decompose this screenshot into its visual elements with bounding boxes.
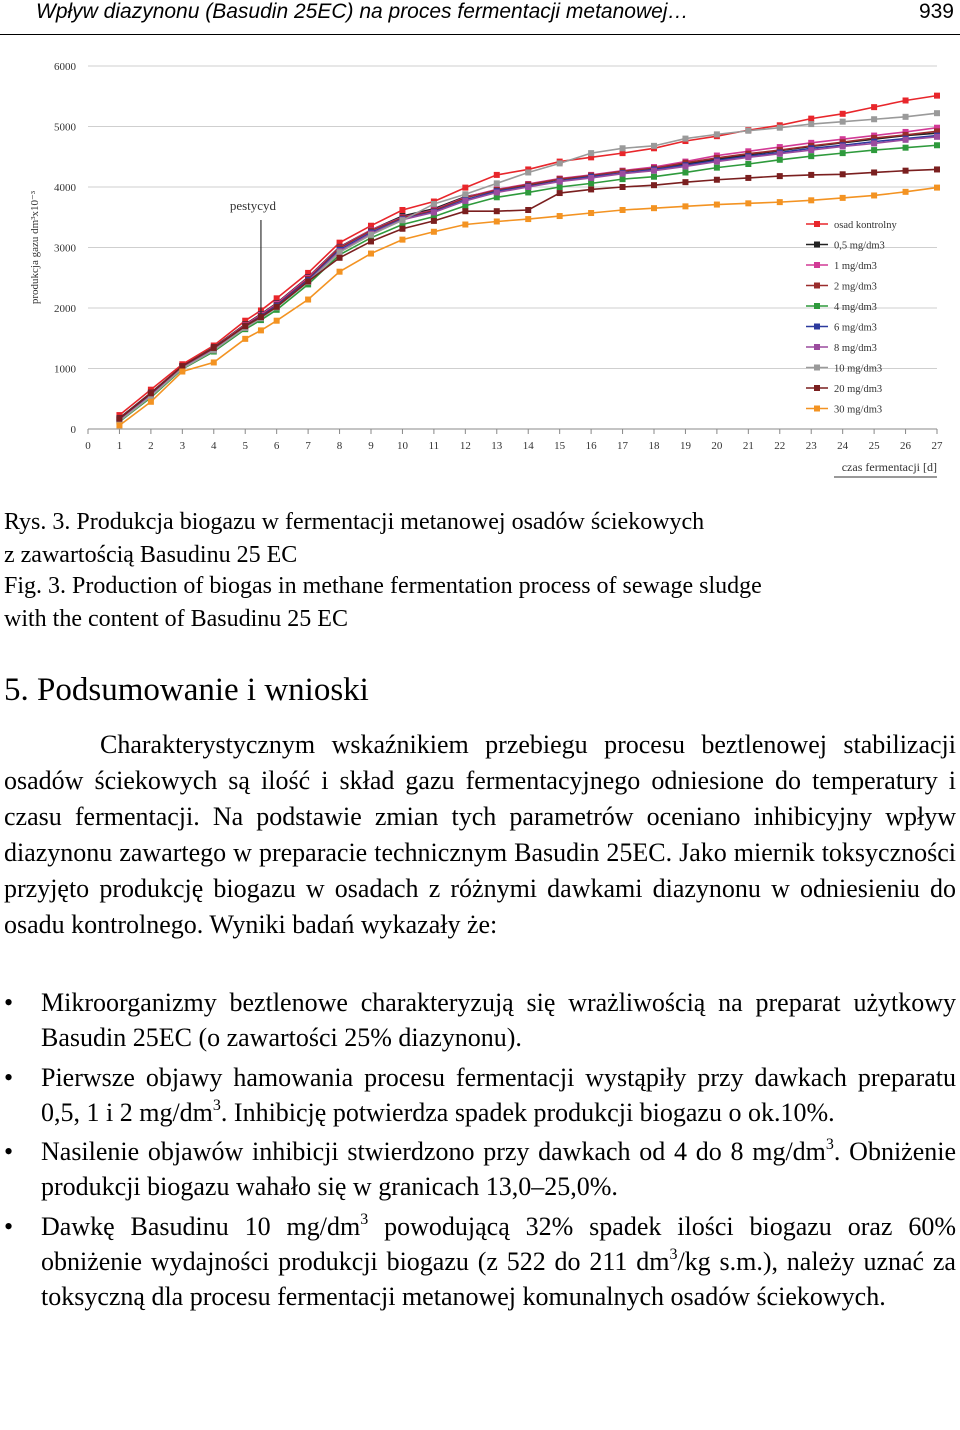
data-point [148,390,154,396]
data-point [714,202,720,208]
data-point [242,336,248,342]
data-point [871,116,877,122]
data-point [620,184,626,190]
conclusion-text: Pierwsze objawy hamowania procesu fermentacji wystąpiły przy dawkach preparatu 0,5, 1 i 2 mg/dm [41,1062,956,1127]
x-axis-title: czas fermentacji [d] [841,460,937,474]
data-point [903,189,909,195]
x-tick-label: 9 [368,440,374,452]
legend-label: 4 mg/dm3 [834,302,877,313]
y-tick-label: 2000 [54,303,76,315]
data-point [620,171,626,177]
data-point [399,237,405,243]
caption-pl-line2: z zawartością Basudinu 25 EC [4,542,298,568]
data-point [557,190,563,196]
series-6-mg-dm3 [116,133,940,423]
data-point [903,114,909,120]
data-point [462,222,468,228]
data-point [588,210,594,216]
page-number: 939 [918,0,954,23]
data-point [903,137,909,143]
data-point [808,116,814,122]
series-8-mg-dm3 [116,134,940,424]
x-tick-label: 15 [554,440,566,452]
conclusion-text: Dawkę Basudinu 10 mg/dm [41,1211,361,1241]
data-point [682,136,688,142]
data-point [431,218,437,224]
data-point [620,207,626,213]
data-point [840,119,846,125]
data-point [494,172,500,178]
data-point [651,174,657,180]
data-point [211,359,217,365]
data-point [682,169,688,175]
y-tick-label: 3000 [54,242,76,255]
running-header [0,0,960,35]
y-tick-label: 4000 [54,182,76,194]
section-title: 5. Podsumowanie i wnioski [4,672,369,708]
data-point [745,128,751,134]
caption-en-line2: with the content of Basudinu 25 EC [4,606,348,632]
data-point [903,145,909,151]
series-line [119,133,937,418]
conclusion-text: powodującą 32% spadek ilości biogazu oraz 60% obniżenie wydajności produkcji biogazu (z 522 do 211 dm [41,1211,956,1277]
data-point [462,191,468,197]
data-point [871,169,877,175]
x-tick-label: 1 [116,440,123,452]
data-point [368,232,374,238]
conclusion-item [4,1134,956,1205]
legend-marker [814,385,820,391]
data-point [808,153,814,159]
legend-marker [814,262,820,268]
x-tick-label: 6 [273,440,280,452]
legend-marker [814,242,820,248]
data-point [258,314,264,320]
bullet-icon: • [4,988,14,1017]
data-point [525,216,531,222]
x-tick-label: 3 [179,440,186,452]
x-tick-label: 16 [585,440,597,452]
data-point [745,161,751,167]
series-line [119,136,937,420]
data-point [399,217,405,223]
x-tick-label: 13 [491,440,503,452]
data-point [808,172,814,178]
x-tick-label: 10 [396,440,408,452]
data-point [368,251,374,257]
data-point [399,207,405,213]
data-point [431,201,437,207]
superscript: 3 [360,1210,369,1228]
data-point [840,195,846,201]
data-point [525,189,531,195]
data-point [840,111,846,117]
legend-label: 30 mg/dm3 [834,404,883,416]
conclusion-text: . Obniżenie produkcji biogazu wahało się w granicach 13,0–25,0%. [41,1137,957,1202]
legend-label: 2 mg/dm3 [834,281,877,293]
data-point [777,173,783,179]
data-point [934,166,940,172]
data-point [557,160,563,166]
legend-marker [814,406,820,412]
y-axis-title: produkcja gazu dm³x10⁻³ [29,190,41,305]
data-point [494,180,500,186]
x-tick-label: 7 [305,440,311,452]
x-tick-label: 20 [711,440,723,452]
intro-text: Charakterystycznym wskaźnikiem przebiegu procesu beztlenowej stabilizacji osadów ściekowych są ilość i skład gazu fermentacyjnego odniesione do temperatury i czasu fermentacji. Na podstawie zmian tych parametrów oceniano inhibicyjny wpływ diazynonu zawartego w preparacie technicznym Basudin 25EC. Jako miernik toksyczności przyjęto produkcję biogazu w osadach z różnymi dawkami diazynonu w odniesieniu do osadu kontrolnego. Wyniki badań wykazały że: [4,730,956,939]
data-point [714,177,720,183]
legend-marker [814,365,820,371]
data-point [274,318,280,324]
data-point [777,125,783,131]
data-point [651,168,657,174]
conclusion-text: . Inhibicję potwierdza spadek produkcji biogazu o ok.10%. [220,1097,835,1127]
legend-label: osad kontrolny [834,220,897,231]
data-point [462,185,468,191]
data-point [557,184,563,190]
data-point [274,304,280,310]
data-point [211,345,217,351]
data-point [745,154,751,160]
x-tick-label: 21 [742,440,754,452]
data-point [934,93,940,99]
data-point [651,143,657,149]
bullet-icon: • [4,1062,14,1092]
data-point [337,249,343,255]
data-point [777,157,783,163]
data-point [242,323,248,329]
legend-marker [814,283,820,289]
data-point [258,327,264,333]
superscript: 3 [212,1096,221,1114]
legend-marker [814,324,820,330]
data-point [651,182,657,188]
x-tick-label: 25 [868,440,880,452]
data-point [179,369,185,375]
data-point [871,192,877,198]
x-tick-label: 2 [148,440,154,452]
data-point [399,226,405,232]
conclusion-text: /kg s.m.), należy uznać za toksyczną dla procesu fermentacji metanowej komunalnych osadów ściekowych. [41,1247,956,1312]
conclusion-item [4,1209,956,1315]
caption-en-line1: Fig. 3. Production of biogas in methane fermentation process of sewage sludge [4,573,762,599]
data-point [682,163,688,169]
data-point [494,208,500,214]
intro-paragraph [4,727,956,943]
legend-marker [814,303,820,309]
data-point [525,184,531,190]
data-point [337,269,343,275]
data-point [777,199,783,205]
x-tick-label: 23 [805,440,817,452]
data-point [840,150,846,156]
data-point [116,422,122,428]
data-point [934,134,940,140]
data-point [934,142,940,148]
data-point [745,175,751,181]
conclusions-list [4,985,956,1319]
y-tick-label: 0 [70,424,76,436]
data-point [808,121,814,127]
data-point [840,143,846,149]
series-line [119,137,937,421]
superscript: 3 [825,1136,834,1154]
legend-label: 6 mg/dm3 [834,322,877,334]
x-tick-label: 24 [837,440,849,452]
data-point [871,140,877,146]
data-point [148,399,154,405]
data-point [777,151,783,157]
data-point [525,169,531,175]
x-tick-label: 8 [336,440,343,452]
data-point [871,104,877,110]
x-tick-label: 12 [459,440,471,452]
data-point [557,179,563,185]
data-point [557,213,563,219]
legend-label: 20 mg/dm3 [834,384,883,395]
x-tick-label: 14 [522,440,534,452]
data-point [620,145,626,151]
data-point [934,110,940,116]
figure-caption-pl [4,506,704,572]
data-point [305,278,311,284]
legend-label: 8 mg/dm3 [834,343,877,354]
x-tick-label: 0 [85,440,91,452]
conclusion-item [4,1060,956,1131]
data-point [745,200,751,206]
figure-caption-en [4,570,762,636]
data-point [588,186,594,192]
x-tick-label: 19 [679,440,691,452]
data-point [179,363,185,369]
data-point [651,205,657,211]
legend-label: 0,5 mg/dm3 [834,240,885,252]
x-tick-label: 27 [931,440,943,452]
y-tick-label: 6000 [54,61,76,73]
x-tick-label: 18 [648,440,660,452]
data-point [714,159,720,165]
data-point [116,416,122,422]
data-point [903,168,909,174]
legend-marker [814,344,820,350]
legend-label: 1 mg/dm3 [834,261,877,272]
x-tick-label: 4 [211,440,217,452]
data-point [808,147,814,153]
running-title: Wpływ diazynonu (Basudin 25EC) na proces fermentacji metanowej… [36,0,689,23]
data-point [808,197,814,203]
data-point [714,165,720,171]
y-tick-label: 1000 [54,363,76,376]
data-point [588,180,594,186]
data-point [525,207,531,213]
data-point [620,176,626,182]
x-tick-label: 22 [774,440,786,452]
data-point [431,229,437,235]
x-tick-label: 26 [900,440,912,452]
x-tick-label: 17 [617,440,629,452]
data-point [494,189,500,195]
x-tick-label: 5 [242,440,248,452]
data-point [840,171,846,177]
data-point [462,208,468,214]
data-point [871,147,877,153]
y-tick-label: 5000 [54,121,76,134]
conclusion-text: Mikroorganizmy beztlenowe charakteryzują się wrażliwością na preparat użytkowy Basudin 25EC (o zawartości 25% diazynonu). [41,988,956,1053]
data-point [305,297,311,303]
data-point [682,179,688,185]
annotation-label: pestycyd [229,198,277,213]
data-point [337,255,343,261]
conclusion-text: Nasilenie objawów inhibicji stwierdzono przy dawkach od 4 do 8 mg/dm [41,1137,826,1167]
data-point [368,238,374,244]
caption-pl-line1: Rys. 3. Produkcja biogazu w fermentacji metanowej osadów ściekowych [4,509,705,535]
data-point [462,198,468,204]
legend-label: 10 mg/dm3 [834,363,883,375]
superscript: 3 [669,1246,678,1264]
bullet-icon: • [4,1137,14,1167]
data-point [588,175,594,181]
data-point [934,185,940,191]
bullet-icon: • [4,1211,14,1241]
data-point [431,209,437,215]
data-point [682,203,688,209]
data-point [714,131,720,137]
data-point [588,150,594,156]
x-tick-label: 11 [428,440,440,452]
biogas-line-chart [0,48,960,488]
data-point [494,218,500,224]
conclusion-item [4,985,956,1056]
legend-marker [814,221,820,227]
data-point [903,97,909,103]
